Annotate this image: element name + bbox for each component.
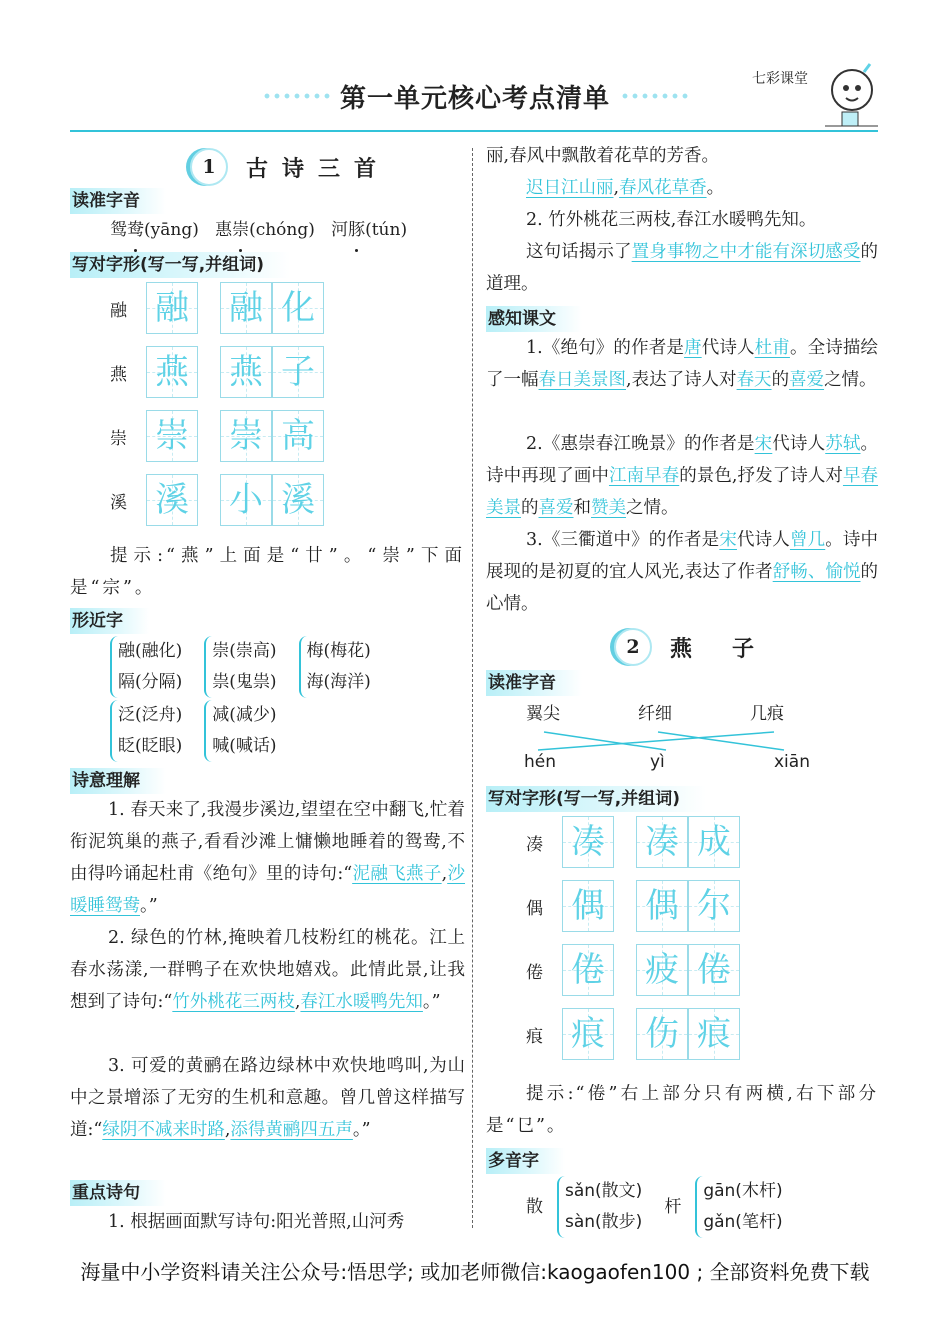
tip-text: 提示:“燕”上面是“廿”。“崇”下面是“宗”。	[70, 546, 465, 598]
poem-meaning-3: 3. 可爱的黄鹂在路边绿林中欢快地鸣叫,为山中之景增添了无穷的生机和意趣。曾几曾这样描写道:“绿阴不减来时路,添得黄鹂四五声。”	[70, 1056, 465, 1140]
polyphonic-group: gān(木杆) gǎn(笔杆)	[695, 1176, 782, 1238]
write-row: 融 融 融 化	[110, 282, 324, 334]
column-divider	[472, 148, 473, 1228]
polyphonic-chars: 散 sǎn(散文) sàn(散步) 杆 gān(木杆) gǎn(笔杆)	[526, 1176, 783, 1238]
section-read-pinyin: 读准字音	[70, 188, 166, 214]
similar-chars	[110, 636, 470, 762]
write-row: 痕 痕 伤 痕	[526, 1008, 740, 1060]
poem-meaning-1: 1. 春天来了,我漫步溪边,望望在空中翻飞,忙着衔泥筑巢的燕子,看看沙滩上慵懒地睡着的鸳鸯,不由得吟诵起杜甫《绝句》里的诗句:“泥融飞燕子,沙暖睡鸳鸯。”	[70, 800, 466, 916]
write-row: 凑 凑 凑 成	[526, 816, 740, 868]
pinyin-match: 翼尖 纤细 几痕 hén yì xiān	[486, 698, 878, 778]
lesson-1-header	[190, 148, 390, 186]
lesson-title: 古诗三首	[246, 155, 391, 182]
pinyin-item: 鸳鸯(yāng)	[110, 220, 199, 240]
section-write-chars: 写对字形(写一写,并组词)	[70, 252, 290, 278]
key-poem-1-cont: 丽,春风中飘散着花草的芳香。 迟日江山丽,春风花草香。 2. 竹外桃花三两枝,春江水暖鸭先知。 这句话揭示了置身事物之中才能有深切感受的道理。	[486, 146, 879, 294]
write-row: 倦 倦 疲 倦	[526, 944, 740, 996]
similar-group: 梅(梅花) 海(海洋)	[299, 636, 371, 698]
section-perceive: 感知课文	[486, 306, 582, 332]
perceive-3: 3.《三衢道中》的作者是宋代诗人曾几。诗中展现的是初夏的宜人风光,表达了作者舒畅、愉悦的心情。	[486, 530, 879, 614]
section-read-pinyin-2: 读准字音	[486, 670, 582, 696]
page-title: 第一单元核心考点清单	[339, 84, 610, 114]
write-row: 崇 崇 崇 高	[110, 410, 324, 462]
brand-label: 七彩课堂	[752, 71, 808, 87]
section-similar-chars: 形近字	[70, 608, 149, 634]
section-key-poem: 重点诗句	[70, 1180, 166, 1206]
section-write-chars-2: 写对字形(写一写,并组词)	[486, 786, 706, 812]
lesson-title: 燕子	[670, 635, 795, 662]
section-polyphonic: 多音字	[486, 1148, 565, 1174]
header-rule	[70, 130, 878, 132]
perceive-2: 2.《惠崇春江晚景》的作者是宋代诗人苏轼。诗中再现了画中江南早春的景色,抒发了诗人对早春美景的喜爱和赞美之情。	[486, 434, 879, 518]
write-row: 溪 溪 小 溪	[110, 474, 324, 526]
lesson-number: 1	[190, 148, 228, 186]
pinyin-list	[110, 214, 407, 246]
write-grid-2	[526, 816, 740, 1060]
mascot-icon	[820, 60, 880, 130]
key-poem-1: 1. 根据画面默写诗句:阳光普照,山河秀	[108, 1212, 405, 1232]
perceive-1: 1.《绝句》的作者是唐代诗人杜甫。全诗描绘了一幅春日美景图,表达了诗人对春天的喜爱之情。	[486, 338, 879, 390]
pinyin-item: 河豚(tún)	[331, 220, 407, 240]
footer-banner: 海量中小学资料请关注公众号:悟思学; 或加老师微信:kaogaofen100 ; 全部资料免费下载	[80, 1260, 870, 1284]
similar-group: 融(融化) 隔(分隔)	[110, 636, 182, 698]
similar-group: 减(减少) 喊(喊话)	[204, 700, 276, 762]
write-grid	[110, 282, 324, 526]
poem-meaning-2: 2. 绿色的竹林,掩映着几枝粉红的桃花。江上春水荡漾,一群鸭子在欢快地嬉戏。此情此景,让我想到了诗句:“竹外桃花三两枝,春江水暖鸭先知。”	[70, 928, 465, 1012]
lesson-2-header	[614, 628, 794, 666]
tip-text-2: 提示:“倦”右上部分只有两横,右下部分是“㔾”。	[486, 1084, 878, 1136]
lesson-number: 2	[614, 628, 652, 666]
section-poem-meaning: 诗意理解	[70, 768, 166, 794]
polyphonic-group: sǎn(散文) sàn(散步)	[557, 1176, 642, 1238]
pinyin-item: 惠崇(chóng)	[215, 220, 315, 240]
write-row: 偶 偶 偶 尔	[526, 880, 740, 932]
write-row: 燕 燕 燕 子	[110, 346, 324, 398]
similar-group: 泛(泛舟) 眨(眨眼)	[110, 700, 182, 762]
title-dots-right	[620, 92, 690, 100]
similar-group: 崇(崇高) 祟(鬼祟)	[204, 636, 276, 698]
